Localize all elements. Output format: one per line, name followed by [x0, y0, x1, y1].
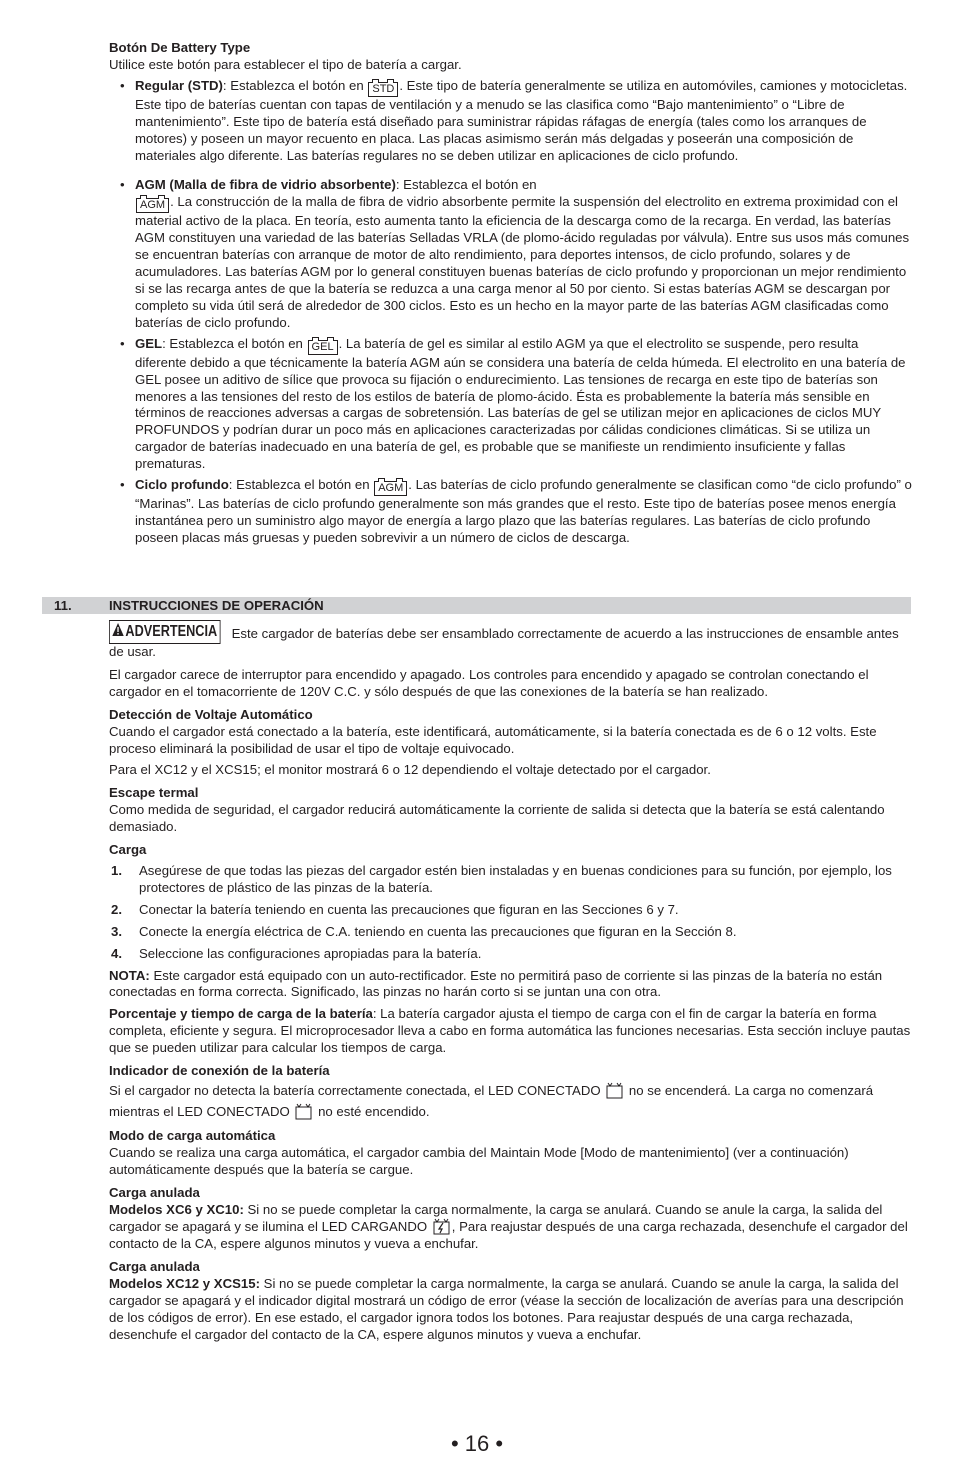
aborted-text-1a: Si no se puede completar la carga normalmente, la carga se anulará. Cuando se anule la carga, la salida del cargador se apagará y se ilumina el LED CARGANDO [109, 1201, 883, 1235]
deep-text: . Las baterías de ciclo profundo generalmente se clasifican como “de ciclo profundo” o “Marinas”. Las baterías de ciclo profundo generalmente son más grandes que el resto. Este tipo de baterías posee menos energía instantánea pero un suministro algo mayor de energía a largo plazo que las baterías regulares. Las baterías de ciclo profundo poseen placas más gruesas y pueden sobrevivir a un número de ciclos de descarga. [135, 477, 912, 545]
warning-text: Este cargador de baterías debe ser ensamblado correctamente de acuerdo a las instrucciones de ensamble antes de usar. [109, 626, 899, 659]
auto-mode-text: Cuando se realiza una carga automática, el cargador cambia del Maintain Mode [Modo de mantenimiento] (ver a continuación) automáticamente después que la batería se cargue. [109, 1144, 849, 1177]
battery-type-heading: Botón De Battery Type [109, 40, 251, 55]
auto-voltage-text-2: Para el XC12 y el XCS15; el monitor mostrará 6 o 12 dependiendo el voltaje detectado por el cargador. [109, 762, 711, 778]
step-number: 2. [111, 901, 122, 917]
deep-pre: : Establezca el botón en [228, 477, 374, 493]
list-item-gel [109, 336, 912, 473]
agm-pre: : Establezca el botón en [395, 177, 537, 193]
aborted-models-2: Modelos XC12 y XCS15: [109, 1276, 260, 1292]
regular-text: . Este tipo de batería generalmente se utiliza en automóviles, camiones y motocicletas. Este tipo de baterías cuentan con tapas de ventilación y a menudo se las clasifica como “Bajo mantenimiento” o “Libre de mantenimiento”. Este tipo de batería está diseñado para suministrar rápidas ráfagas de energía (tales como los arranques de motores) y poseen un mayor recuento en placa. Las placas asimismo serán más delgadas y poseerán una composición de materiales algo diferente. Las baterías regulares no se deben utilizar en aplicaciones de ciclo profundo. [135, 77, 908, 163]
page-number: • 16 • [450, 1431, 504, 1456]
step-number: 1. [111, 862, 122, 878]
step-text: Conecte la energía eléctrica de C.A. teniendo en cuenta las precauciones que figuran en la Sección 8. [139, 923, 737, 939]
agm-button-icon-2: AGM [374, 481, 407, 496]
std-button-icon: STD [368, 82, 398, 97]
aborted-text-1 [109, 1202, 912, 1254]
auto-mode-heading: Modo de carga automática [109, 1127, 276, 1143]
agm-label: AGM (Malla de fibra de vidrio absorbente) [135, 177, 396, 193]
agm-text: . La construcción de la malla de fibra de vidrio absorbente permite la suspensión del electrolito en extrema proximidad con el material activo de la placa. En teoría, esto aumenta tanto la eficiencia de la descarga como de la recarga. En verdad, las baterías AGM constituyen una variedad de las baterías Selladas VRLA (de plomo-ácido reguladas por válvula). Entre sus usos más comunes se encuentran baterías con arranque de motor de alto rendimiento, para deportes intensos, de ciclo profundo, solares y de acumuladores. Las baterías AGM por lo general constituyen buenas baterías de ciclo profundo y proporcionan un mejor rendimiento si se las recarga antes de que la batería se reduzca a una carga menor al 50 por ciento. Si estas baterías AGM se descargan por completo su vida útil será de alrededor de 300 ciclos. Esto es un hecho en la mayor parte de las baterías AGM clasificadas como baterías de ciclo profundo. [135, 194, 910, 330]
list-item-agm [109, 177, 912, 331]
gel-pre: : Establezca el botón en [162, 335, 307, 351]
regular-label: Regular (STD) [135, 77, 223, 93]
section-number: 11. [54, 598, 72, 613]
regular-pre: : Establezca el botón en [222, 77, 368, 93]
section-header-bar [42, 597, 911, 614]
aborted-models-1: Modelos XC6 y XC10: [109, 1201, 244, 1217]
gel-label: GEL [135, 335, 163, 351]
section-title: INSTRUCCIONES DE OPERACIÓN [109, 598, 324, 613]
percent-text: : La batería cargador ajusta el tiempo de carga con el fin de cargar la batería en forma completa, eficiente y segura. El microprocesador lleva a cabo en forma automática las funciones necesarias. Esta sección incluye pautas que se pueden utilizar para calcular los tiempos de carga. [109, 1006, 911, 1056]
connection-text [109, 1080, 912, 1122]
step-number: 3. [111, 923, 122, 939]
battery-type-list [109, 78, 912, 547]
percent-paragraph [109, 1006, 912, 1057]
warning-badge [109, 620, 220, 644]
operation-section [109, 620, 912, 1344]
aborted-text-2 [109, 1276, 912, 1344]
percent-label: Porcentaje y tiempo de carga de la batería [109, 1006, 373, 1022]
aborted-heading-1: Carga anulada [109, 1184, 200, 1200]
deep-label: Ciclo profundo [135, 477, 229, 493]
note-text: Este cargador está equipado con un auto-rectificador. Este no permitirá paso de corriente si las pinzas de la batería no están conectadas en forma correcta. Significado, las pinzas no harán corto si se juntan una con otra. [109, 967, 883, 1000]
battery-type-intro: Utilice este botón para establecer el tipo de batería a cargar. [109, 56, 462, 72]
gel-button-icon: GEL [308, 340, 338, 355]
step-text: Seleccione las configuraciones apropiadas para la batería. [139, 945, 482, 961]
step-number: 4. [111, 945, 122, 961]
list-item-regular [109, 78, 912, 165]
intro-paragraph: El cargador carece de interruptor para encendido y apagado. Los controles para encendido y apagado se controlan conectando el cargador en el tomacorriente de 120V C.C. y sólo después de que las conexiones de la batería se han realizado. [109, 666, 869, 699]
warning-paragraph [109, 620, 912, 661]
step-text: Asegúrese de que todas las piezas del cargador estén bien instaladas y en buenas condiciones para su función, por ejemplo, los protectores de plástico de las pinzas de la batería. [139, 862, 892, 895]
battery-type-section [109, 40, 912, 551]
connection-text-3: no esté encendido. [314, 1103, 430, 1119]
step-item [109, 863, 912, 897]
charging-heading: Carga [109, 842, 147, 858]
step-text: Conectar la batería teniendo en cuenta las precauciones que figuran en las Secciones 6 y 7. [139, 901, 679, 917]
connected-led-icon [295, 1103, 312, 1120]
thermal-text: Como medida de seguridad, el cargador reducirá automáticamente la corriente de salida si detecta que la batería se está calentando demasiado. [109, 802, 885, 835]
gel-text: . La batería de gel es similar al estilo AGM ya que el electrolito se suspende, pero resulta diferente debido a que técnicamente la batería AGM aún se considera una batería de celda húmeda. El electrolito en una batería de GEL posee un aditivo de sílice que provoca su fijación o endurecimiento. Las tensiones de recarga en este tipo de baterías son menores a las tensiones del resto de los estilos de batería de plomo-ácido. Ésta es probablemente la batería más sensible en términos de reacciones adversas a cargas de sobretensión. Las baterías de gel se utilizan mejor en aplicaciones de ciclos MUY PROFUNDOS y podrían durar un poco más en aplicaciones caracterizadas por cálidas condiciones climáticas. Si se utiliza un cargador de baterías inadecuado en una batería de gel, es probable que se manifieste un rendimiento insuficiente y fallas prematuras. [135, 335, 906, 472]
note-label: NOTA: [109, 967, 150, 983]
auto-voltage-text: Cuando el cargador está conectado a la batería, este identificará, automáticamente, si la batería conectada es de 6 o 12 volts. Este proceso eliminará la posibilidad de usar el tipo de voltaje equivocado. [109, 723, 877, 756]
charging-steps [109, 863, 912, 963]
note-paragraph [109, 968, 912, 1002]
step-item [109, 946, 912, 963]
warning-badge-label: ADVERTENCIA [125, 623, 218, 640]
aborted-heading-2: Carga anulada [109, 1259, 200, 1275]
step-item [109, 924, 912, 941]
connection-text-1: Si el cargador no detecta la batería correctamente conectada, el LED CONECTADO [109, 1082, 605, 1098]
aborted-text-1b: , Para reajustar después de una carga rechazada, desenchufe el cargador del contacto de la CA, espere algunos minutos y vueva a enchufar. [109, 1219, 908, 1252]
thermal-heading: Escape termal [109, 785, 199, 801]
step-item [109, 902, 912, 919]
agm-button-icon: AGM [136, 198, 169, 213]
connected-led-icon [606, 1082, 623, 1099]
warning-triangle-icon [112, 622, 123, 641]
auto-voltage-heading: Detección de Voltaje Automático [109, 706, 313, 722]
aborted-text-2a: Si no se puede completar la carga normalmente, la carga se anulará. Cuando se anule la carga, la salida del cargador se apagará y el indicador digital mostrará un código de error (véase la sección de localización de averías para una descripción de los códigos de error). En ese estado, el cargador ignora todos los botones. Para reajustar después de una carga rechazada, desenchufe el cargador del contacto de la CA, espere algunos minutos y vueva a enchufar. [109, 1276, 904, 1342]
list-item-deep-cycle [109, 477, 912, 547]
connection-text-2: no se encenderá. La carga no comenzará mientras el LED CONECTADO [109, 1082, 874, 1119]
charging-led-icon [433, 1218, 450, 1235]
connection-heading: Indicador de conexión de la batería [109, 1063, 330, 1079]
